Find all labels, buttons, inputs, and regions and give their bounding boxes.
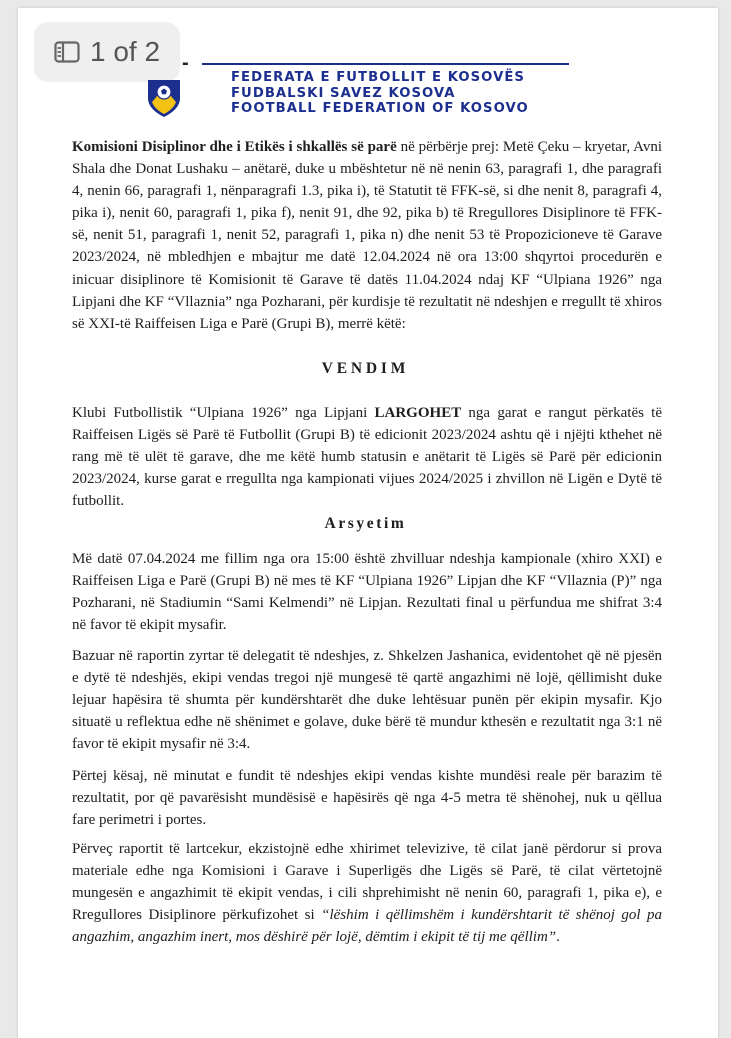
federation-name-block: [231, 70, 529, 117]
header-rule: [202, 63, 569, 65]
decision-keyword: LARGOHET: [374, 405, 462, 421]
intro-paragraph: [72, 136, 662, 335]
federation-name-albanian: FEDERATA E FUTBOLLIT E KOSOVËS: [231, 70, 525, 85]
regulation-quote: “lëshim i qëllimshëm i kundërshtarit të shënoj gol pa angazhim, angazhim inert, mos dëshirë për lojë, dëmtim i ekipit të tij me qëllim”: [72, 907, 662, 946]
ffk-logo: [146, 78, 182, 123]
pages-panel-icon[interactable]: [54, 41, 80, 63]
decision-text-start: Klubi Futbollistik “Ulpiana 1926” nga Lipjani: [72, 405, 375, 421]
reasoning-4-text: Përveç raportit të lartcekur, ekzistojnë edhe xhirimet televizive, të cilat janë përdorur si prova materiale edhe nga Komisioni i Garave i Superligës dhe Ligës së Parë, të cilat vërtetojnë mungesën e angazhimit të ekipit vendas, i cili shprehimisht në nenin 60, paragrafi 1, pika e), e Rregullores Disiplinore përkufizohet si: [72, 841, 662, 924]
reasoning-paragraph-1: Më datë 07.04.2024 me fillim nga ora 15:00 është zhvilluar ndeshja kampionale (xhiro XXI) e Raiffeisen Liga e Parë (Grupi B) në mes të KF “Ulpiana 1926” Lipjan dhe KF “Vllaznia (P)” nga Pozharani, në Stadiumin “Sami Kelmendi” në Lipjan. Rezultati final u përfunduа me shifrat 3:4 në favor të ekipit mysafir.: [72, 551, 662, 634]
decision-text-end: nga garat e rangut përkatës të Raiffeisen Ligës së Parë të Futbollit (Grupi B) të edicionit 2023/2024 ashtu që i njëjti kthehet në rang më të ulët të garave, dhe me këtë humb statusin e anëtarit të Ligës së Parë për edicionin 2023/2024, kurse garat e rregullta nga kampionati vijues 2024/2025 i zhvillon në Ligën e Dytë të futbollit.: [72, 405, 662, 510]
reasoning-heading: Arsyetim: [324, 515, 407, 532]
reasoning-paragraph-4: [72, 838, 662, 948]
federation-name-serbian: FUDBALSKI SAVEZ KOSOVA: [231, 85, 456, 101]
decision-paragraph: [72, 402, 662, 512]
reasoning-4-end: .: [556, 929, 560, 946]
page-indicator[interactable]: [34, 22, 180, 82]
page-count-label: 1 of 2: [90, 36, 161, 67]
commission-name: Komisioni Disiplinor dhe i Etikës i shkallës së parë: [72, 139, 397, 155]
federation-name-english: FOOTBALL FEDERATION OF KOSOVO: [231, 101, 529, 116]
decision-heading: VENDIM: [321, 360, 410, 377]
reasoning-paragraph-3: Përtej kësaj, në minutat e fundit të ndeshjes ekipi vendas kishte mundësi reale për barazim të rezultatit, por që pavarësisht mundësisë e hapësirës që nga 4-5 metra të shënohej, nuk u qëllua fare perimetri i portes.: [72, 768, 662, 829]
intro-text: në përbërje prej: Metë Çeku – kryetar, Avni Shala dhe Donat Lushaku – anëtarë, duke u mbështetur në në nenin 63, paragrafi 1, dhe paragrafi 4, nenin 66, paragrafi 1, nënparagrafi 1.3, pika i), të Statutit të FFK-së, si dhe nenit 8, paragrafi 4, pika i), nenit 60, paragrafi 1, pika f), nenit 91, dhe 92, pika b) të Rregullores Disiplinore të FFK-së, nenit 51, paragrafi 1, nenit 52, paragrafi 1, pika n) dhe nenit 53 të Propozicioneve të Garave 2023/2024, në mbledhjen e mbajtur me datë 12.04.2024 në ora 13:00 shqyrtoi procedurën e inicuar disiplinore të Komisionit të Garave të datës 11.04.2024 ndaj KF “Ulpiana 1926” nga Lipjani dhe KF “Vllaznia” nga Pozharani, për kurdisje të rezultatit në ndeshjen e rregullt të xhiros së XXI-të Raiffeisen Liga e Parë (Grupi B), merrë këtë:: [72, 139, 662, 332]
reasoning-paragraph-2: Bazuar në raportin zyrtar të delegatit të ndeshjes, z. Shkelzen Jashanica, evidentohet që në pjesën e dytë të ndeshjës, ekipi vendas tregoi një mungesë të qartë angazhimi në lojë, qëllimisht duke lejuar hapësira të shumta për kundërshtarët dhe duke lehtësuar punën për ekipin mysafir. Kjo situatë u reflektua edhe në shënimet e golave, duke bërë të mundur kthesën e rezultatit nga 3:1 në favor të ekipit mysafir në 3:4.: [72, 648, 662, 753]
header-dash: -: [182, 52, 189, 74]
